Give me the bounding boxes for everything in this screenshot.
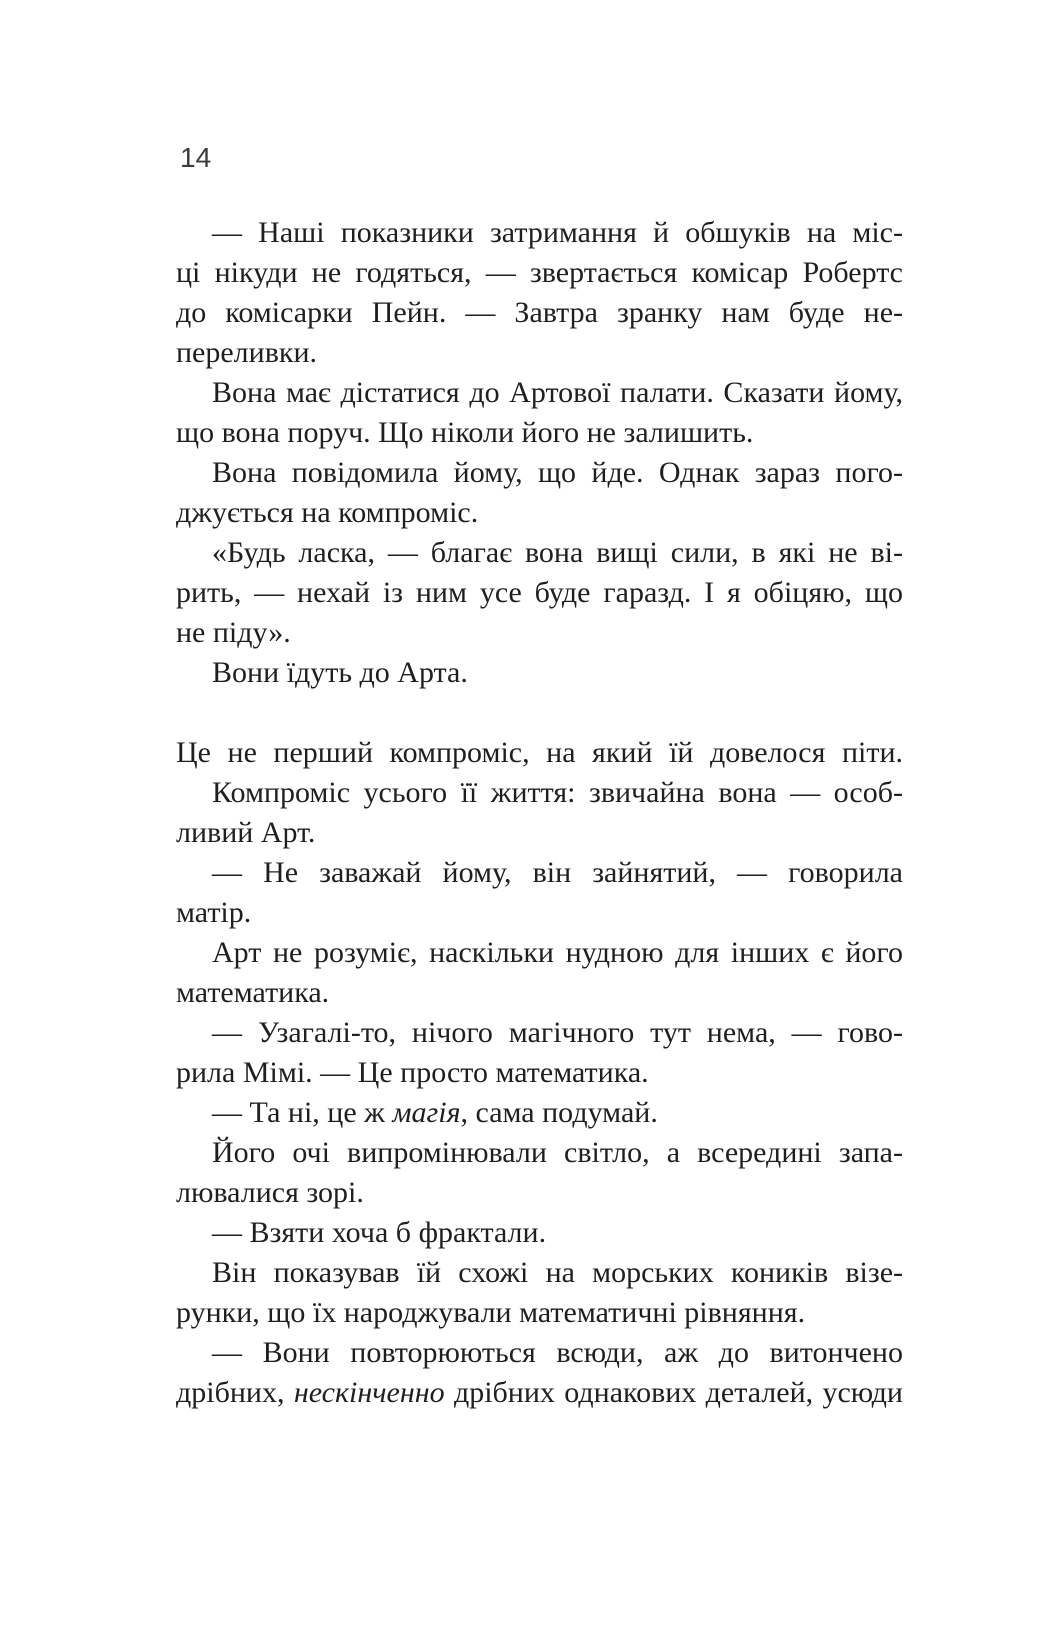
paragraph bbox=[176, 1213, 903, 1253]
text-line bbox=[176, 1333, 903, 1373]
text-line bbox=[176, 1133, 903, 1173]
text-segment: — Не заважай йому, він зайнятий, — говорила bbox=[212, 856, 903, 889]
text-segment: Його очі випромінювали світло, а всередині запа- bbox=[212, 1136, 903, 1169]
text-line bbox=[176, 1253, 903, 1293]
text-line bbox=[176, 493, 903, 533]
text-segment: ці нікуди не годяться, — звертається комісар Робертс bbox=[176, 256, 903, 289]
text-segment: дрібних однакових деталей, усюди bbox=[444, 1376, 903, 1409]
italic-text: нескінченно bbox=[293, 1376, 445, 1409]
text-line bbox=[176, 933, 903, 973]
text-line bbox=[176, 613, 903, 653]
text-line bbox=[176, 773, 903, 813]
text-line bbox=[176, 973, 903, 1013]
paragraph bbox=[176, 1093, 903, 1133]
paragraph bbox=[176, 853, 903, 933]
text-segment: Вона повідомила йому, що йде. Однак зараз пого- bbox=[212, 456, 903, 489]
text-segment: не піду». bbox=[176, 616, 291, 649]
italic-text: магія bbox=[392, 1096, 461, 1129]
text-segment: джується на компроміс. bbox=[176, 496, 479, 529]
paragraph bbox=[176, 373, 903, 453]
text-line bbox=[176, 293, 903, 333]
text-line bbox=[176, 213, 903, 253]
text-segment: ливий Арт. bbox=[176, 816, 316, 849]
paragraph bbox=[176, 773, 903, 853]
text-segment: математика. bbox=[176, 976, 330, 1009]
section-1 bbox=[176, 213, 903, 693]
text-segment: Це не перший компроміс, на який їй довелося піти. bbox=[176, 736, 903, 769]
text-line bbox=[176, 1373, 903, 1413]
text-segment: — Наші показники затримання й обшуків на міс- bbox=[212, 216, 903, 249]
text-line bbox=[176, 853, 903, 893]
text-segment: рунки, що їх народжували математичні рівняння. bbox=[176, 1296, 806, 1329]
text-line bbox=[176, 333, 903, 373]
text-line bbox=[176, 813, 903, 853]
section-2 bbox=[176, 733, 903, 1413]
text-segment: Він показував їй схожі на морських коників візе- bbox=[212, 1256, 903, 1289]
text-segment: «Будь ласка, — благає вона вищі сили, в які не ві- bbox=[212, 536, 903, 569]
text-line bbox=[176, 453, 903, 493]
text-segment: — Взяти хоча б фрактали. bbox=[212, 1216, 547, 1249]
text-segment: рила Мімі. — Це просто математика. bbox=[176, 1056, 649, 1089]
text-line bbox=[176, 573, 903, 613]
text-segment: , сама подумай. bbox=[460, 1096, 658, 1129]
text-line bbox=[176, 1213, 903, 1253]
paragraph bbox=[176, 733, 903, 773]
text-line bbox=[176, 893, 903, 933]
text-segment: рить, — нехай із ним усе буде гаразд. І я обіцяю, що bbox=[176, 576, 903, 609]
paragraph bbox=[176, 653, 903, 693]
paragraph bbox=[176, 933, 903, 1013]
paragraph bbox=[176, 1253, 903, 1333]
text-line bbox=[176, 253, 903, 293]
text-line bbox=[176, 1173, 903, 1213]
paragraph bbox=[176, 213, 903, 373]
text-line bbox=[176, 653, 903, 693]
text-segment: до комісарки Пейн. — Завтра зранку нам буде не- bbox=[176, 296, 903, 329]
text-line bbox=[176, 533, 903, 573]
text-line bbox=[176, 373, 903, 413]
text-line bbox=[176, 1293, 903, 1333]
paragraph bbox=[176, 1133, 903, 1213]
paragraph bbox=[176, 1333, 903, 1413]
text-line bbox=[176, 413, 903, 453]
text-line bbox=[176, 1053, 903, 1093]
paragraph bbox=[176, 533, 903, 653]
text-segment: — Вони повторюються всюди, аж до витончено bbox=[212, 1336, 903, 1369]
text-segment: переливки. bbox=[176, 336, 318, 369]
text-segment: лювалися зорі. bbox=[176, 1176, 364, 1209]
text-segment: матір. bbox=[176, 896, 252, 929]
text-segment: — Та ні, це ж bbox=[212, 1096, 393, 1129]
text-segment: Вони їдуть до Арта. bbox=[212, 656, 468, 689]
text-segment: — Узагалі-то, нічого магічного тут нема, — гово- bbox=[212, 1016, 903, 1049]
text-segment: Вона має дістатися до Артової палати. Сказати йому, bbox=[212, 376, 903, 409]
text-line bbox=[176, 733, 903, 773]
text-line bbox=[176, 1013, 903, 1053]
text-line bbox=[176, 1093, 903, 1133]
page-number: 14 bbox=[180, 142, 212, 173]
paragraph bbox=[176, 453, 903, 533]
text-segment: Арт не розуміє, наскільки нудною для інших є його bbox=[212, 936, 903, 969]
paragraph bbox=[176, 1013, 903, 1093]
text-segment: що вона поруч. Що ніколи його не залишить. bbox=[176, 416, 754, 449]
text-segment: Компроміс усього її життя: звичайна вона — особ- bbox=[212, 776, 903, 809]
text-block bbox=[176, 213, 903, 1413]
text-segment: дрібних, bbox=[176, 1376, 294, 1409]
